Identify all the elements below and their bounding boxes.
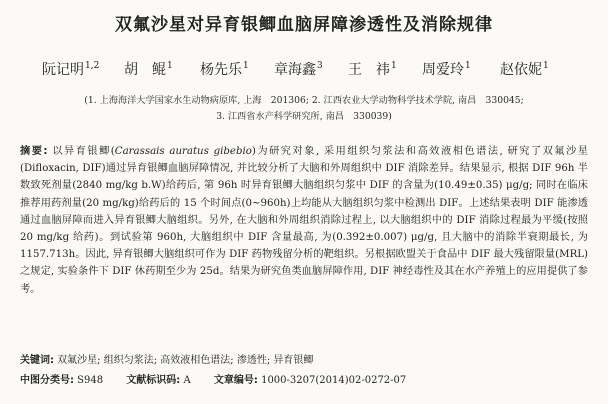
abstract-label: 摘要: xyxy=(20,146,48,157)
affiliations-line-1: (1. 上海海洋大学国家水生动物病原库, 上海 201306; 2. 江西农业大学动物科学技术学院, 南昌 330045; xyxy=(84,95,524,106)
document-code xyxy=(126,371,190,386)
keywords-text: 双氟沙星; 组织匀浆法; 高效液相色谱法; 渗透性; 异育银鲫 xyxy=(54,355,314,366)
article-number-label: 文章编号: xyxy=(213,375,258,386)
keywords xyxy=(20,351,588,366)
author-name: 章海鑫 xyxy=(274,62,316,78)
author-affiliation-mark: 1 xyxy=(465,61,471,71)
author-name: 阮记明 xyxy=(42,62,84,78)
author-3 xyxy=(200,59,249,79)
author-affiliation-mark: 1 xyxy=(243,61,249,71)
abstract-text-part1: 以异育银鲫( xyxy=(47,146,115,157)
author-affiliation-mark: 1 xyxy=(391,61,397,71)
author-name: 杨先乐 xyxy=(200,62,242,78)
author-7 xyxy=(500,59,549,79)
article-number-value: 1000-3207(2014)02-0272-07 xyxy=(257,375,407,386)
author-affiliation-mark: 1,2 xyxy=(85,61,100,71)
article-number xyxy=(214,371,406,386)
paper-title: 双氟沙星对异育银鲫血脑屏障渗透性及消除规律 xyxy=(115,15,493,35)
document-code-label: 文献标识码: xyxy=(126,375,181,386)
clc-label: 中图分类号: xyxy=(20,375,74,386)
keywords-label: 关键词: xyxy=(20,355,54,366)
author-name: 王 祎 xyxy=(348,62,390,78)
author-2 xyxy=(124,59,173,79)
clc-number xyxy=(20,371,103,386)
author-affiliation-mark: 3 xyxy=(317,61,323,71)
author-6 xyxy=(422,59,471,79)
author-1 xyxy=(42,59,99,79)
abstract-text-part2: )为研究对象, 采用组织匀浆法和高效液相色谱法, 研究了双氟沙星 (Difloxacin, DIF)通过异育银鲫血脑屏障情况, 并比较分析了大脑和外周组织中 DIF 消除差异。结果显示, 根据 DIF 96h 半数致死剂量(2840 mg/kg b.W)给药后, 第 96h 时异育银鲫大脑组织匀浆中 DIF 的含量为(10.49±0.35) μg/g; 同时在临床推荐用药剂量(20 mg/kg)给药后的 15 个时间点(0~960h)上均能从大脑组织匀浆中检测出 DIF。上述结果表明 DIF 能渗透通过血脑屏障而进入异育银鲫大脑组织。另外, 在大脑和外周组织消除过程上, 以大脑组织中的 DIF 消除过程最为平缓(按照 20 mg/kg 给药)。到试验第 960h, 大脑组织中 DIF 含量最高, 为(0.392±0.007) μg/g, 且大脑中的消除半衰期最长, 为 1157.713h。因此, 异育银鲫大脑组织可作为 DIF 药物残留分析的靶组织。另根据欧盟关于食品中 DIF 最大残留限量(MRL)之规定, 实验条件下 DIF 休药期至少为 25d。结果为研究鱼类血脑屏障作用, DIF 神经毒性及其在水产养殖上的应用提供了参考。 xyxy=(20,146,588,295)
document-code-value: A xyxy=(180,375,191,386)
abstract xyxy=(20,143,588,298)
author-name: 周爱玲 xyxy=(422,62,464,78)
clc-value: S948 xyxy=(74,375,104,386)
author-4 xyxy=(274,59,323,79)
affiliations-line-2: 3. 江西省水产科学研究所, 南昌 330039) xyxy=(216,111,392,122)
author-name: 胡 鲲 xyxy=(124,62,166,78)
author-affiliation-mark: 1 xyxy=(543,61,549,71)
classification-line xyxy=(20,371,588,386)
author-name: 赵依妮 xyxy=(500,62,542,78)
author-affiliation-mark: 1 xyxy=(167,61,173,71)
abstract-species-name: Carassais auratus gibebio xyxy=(114,146,252,157)
author-5 xyxy=(348,59,397,79)
